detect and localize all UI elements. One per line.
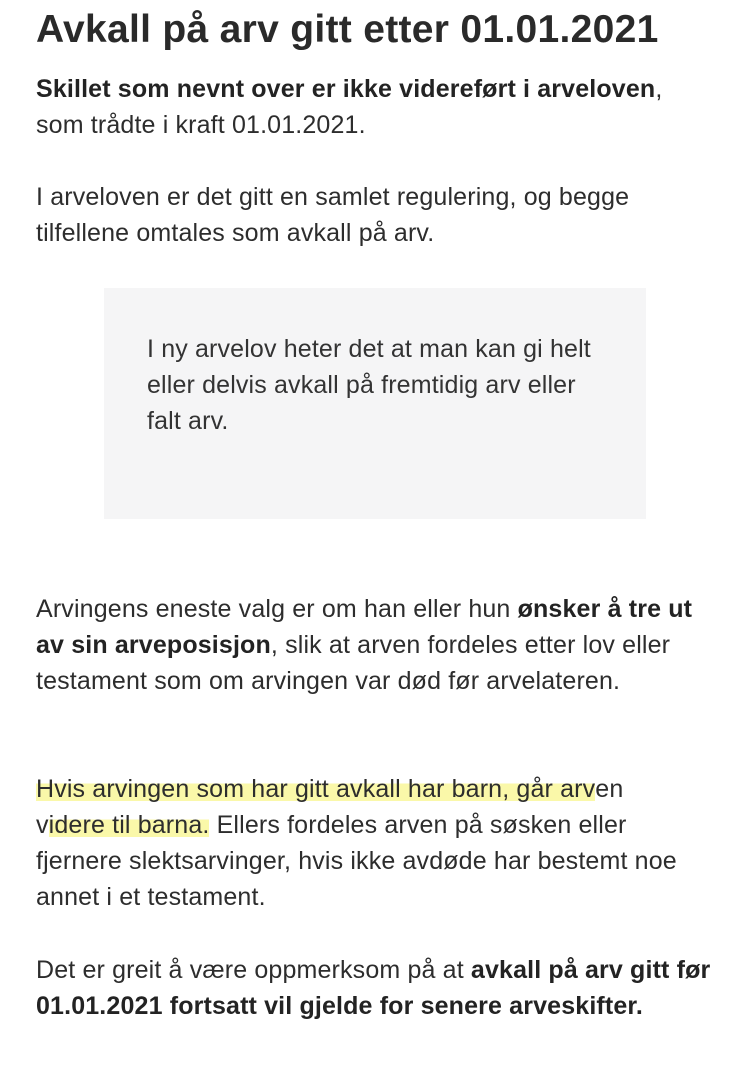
highlighted-text: idere til barna. (48, 811, 210, 839)
paragraph-text: Arvingens eneste valg er om han eller hun (36, 595, 518, 623)
paragraph-note (36, 952, 716, 1024)
paragraph-text: , som trådte i kraft 01.01.2021. (36, 75, 663, 139)
bold-text: Skillet som nevnt over er ikke videreført i arveloven (36, 75, 656, 103)
paragraph-choice (36, 591, 716, 699)
paragraph-regulation: I arveloven er det gitt en samlet regulering, og begge tilfellene omtales som avkall på arv. (36, 183, 630, 247)
bold-text: ønsker å tre ut av sin arveposisjon (36, 595, 693, 659)
quote-text: I ny arvelov heter det at man kan gi helt eller delvis avkall på fremtidig arv eller falt arv. (147, 335, 591, 435)
highlighted-text: Hvis arvingen som har gitt avkall har barn, går arv (36, 775, 596, 803)
paragraph-text: Det er greit å være oppmerksom på at (36, 956, 471, 984)
paragraph-text: Ellers fordeles arven på søsken eller fjernere slektsarvinger, hvis ikke avdøde har bestemt noe annet i et testament. (36, 811, 677, 911)
page-title: Avkall på arv gitt etter 01.01.2021 (36, 8, 659, 51)
paragraph-text: en (595, 775, 624, 803)
quote-box (104, 288, 646, 519)
paragraph-text: , slik at arven fordeles etter lov eller testament som om arvingen var død før arvelateren. (36, 631, 671, 695)
paragraph-intro (36, 71, 716, 143)
bold-text: avkall på arv gitt før 01.01.2021 fortsatt vil gjelde for senere arveskifter. (36, 956, 711, 1020)
paragraph-text: v (36, 811, 49, 839)
paragraph-children (36, 771, 716, 915)
